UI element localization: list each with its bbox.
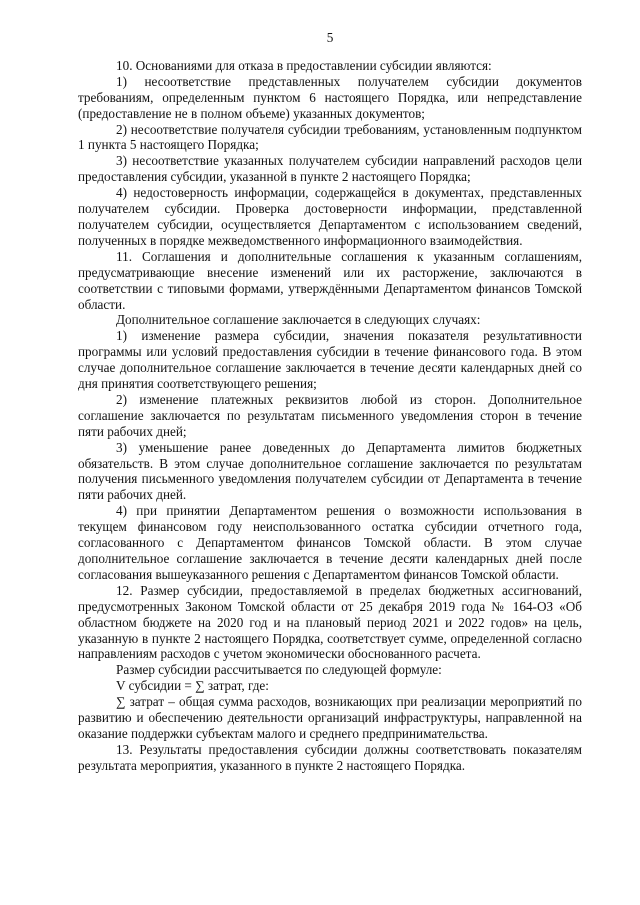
paragraph-11: 11. Соглашения и дополнительные соглашения к указанным соглашениям, предусматривающие внесение изменений или их расторжение, заключаются в соответствии с типовыми формами, утверждёнными Департаментом финансов Томской области. (78, 248, 582, 312)
paragraph-13: 13. Результаты предоставления субсидии должны соответствовать показателям результата мероприятия, указанного в пункте 2 настоящего Порядка. (78, 741, 582, 773)
paragraph-11-case-3: 3) уменьшение ранее доведенных до Департамента лимитов бюджетных обязательств. В этом случае дополнительное соглашение заключается по результатам получения письменного уведомления получателем субсидии от Департамента в течение пяти рабочих дней. (78, 439, 582, 503)
paragraph-10-item-2: 2) несоответствие получателя субсидии требованиям, установленным подпунктом 1 пункта 5 настоящего Порядка; (78, 121, 582, 153)
formula-line: V субсидии = ∑ затрат, где: (116, 678, 269, 694)
paragraph-11-case-4: 4) при принятии Департаментом решения о возможности использования в текущем финансовом году неиспользованного остатка субсидии отчетного года, согласованного с Департаментом финансов Томской области. В этом случае дополнительное соглашение заключается в течение десяти календарных дней после согласования вышеуказанного решения с Департаментом финансов Томской области. (78, 503, 582, 582)
paragraph-11-cases-intro: Дополнительное соглашение заключается в следующих случаях: (116, 312, 481, 328)
paragraph-12: 12. Размер субсидии, предоставляемой в пределах бюджетных ассигнований, предусмотренных Законом Томской области от 25 декабря 2019 года № 164-ОЗ «Об областном бюджете на 2020 год и на плановый период 2021 и 2022 годов» на цель, указанную в пункте 2 настоящего Порядка, соответствует сумме, определенной согласно направлениям расходов с учетом экономически обоснованного расчета. (78, 582, 582, 662)
formula-explanation: ∑ затрат – общая сумма расходов, возникающих при реализации мероприятий по развитию и обеспечению деятельности организаций инфраструктуры, направленной на оказание поддержки субъектам малого и среднего предпринимательства. (78, 694, 582, 741)
paragraph-10-intro: 10. Основаниями для отказа в предоставлении субсидии являются: (116, 57, 492, 73)
paragraph-11-case-1: 1) изменение размера субсидии, значения показателя результативности программы или условий предоставления субсидии в течение финансового года. В этом случае дополнительное соглашение заключается в течение десяти календарных дней со дня принятия соответствующего решения; (78, 328, 582, 392)
page-number: 5 (326, 30, 334, 45)
paragraph-11-case-2: 2) изменение платежных реквизитов любой из сторон. Дополнительное соглашение заключается по результатам письменного уведомления сторон в течение пяти рабочих дней; (78, 391, 582, 439)
paragraph-10-item-4: 4) недостоверность информации, содержащейся в документах, представленных получателем субсидии. Проверка достоверности информации, представленной получателем субсидии, осуществляется Департаментом с использованием сведений, полученных в порядке межведомственного информационного взаимодействия. (78, 185, 582, 248)
paragraph-12-formula-intro: Размер субсидии рассчитывается по следующей формуле: (116, 662, 442, 678)
paragraph-10-item-1: 1) несоответствие представленных получателем субсидии документов требованиям, определенным пунктом 6 настоящего Порядка, или непредставление (предоставление не в полном объеме) указанных документов; (78, 73, 582, 121)
paragraph-10-item-3: 3) несоответствие указанных получателем субсидии направлений расходов цели предоставления субсидии, указанной в пункте 2 настоящего Порядка; (78, 153, 582, 185)
